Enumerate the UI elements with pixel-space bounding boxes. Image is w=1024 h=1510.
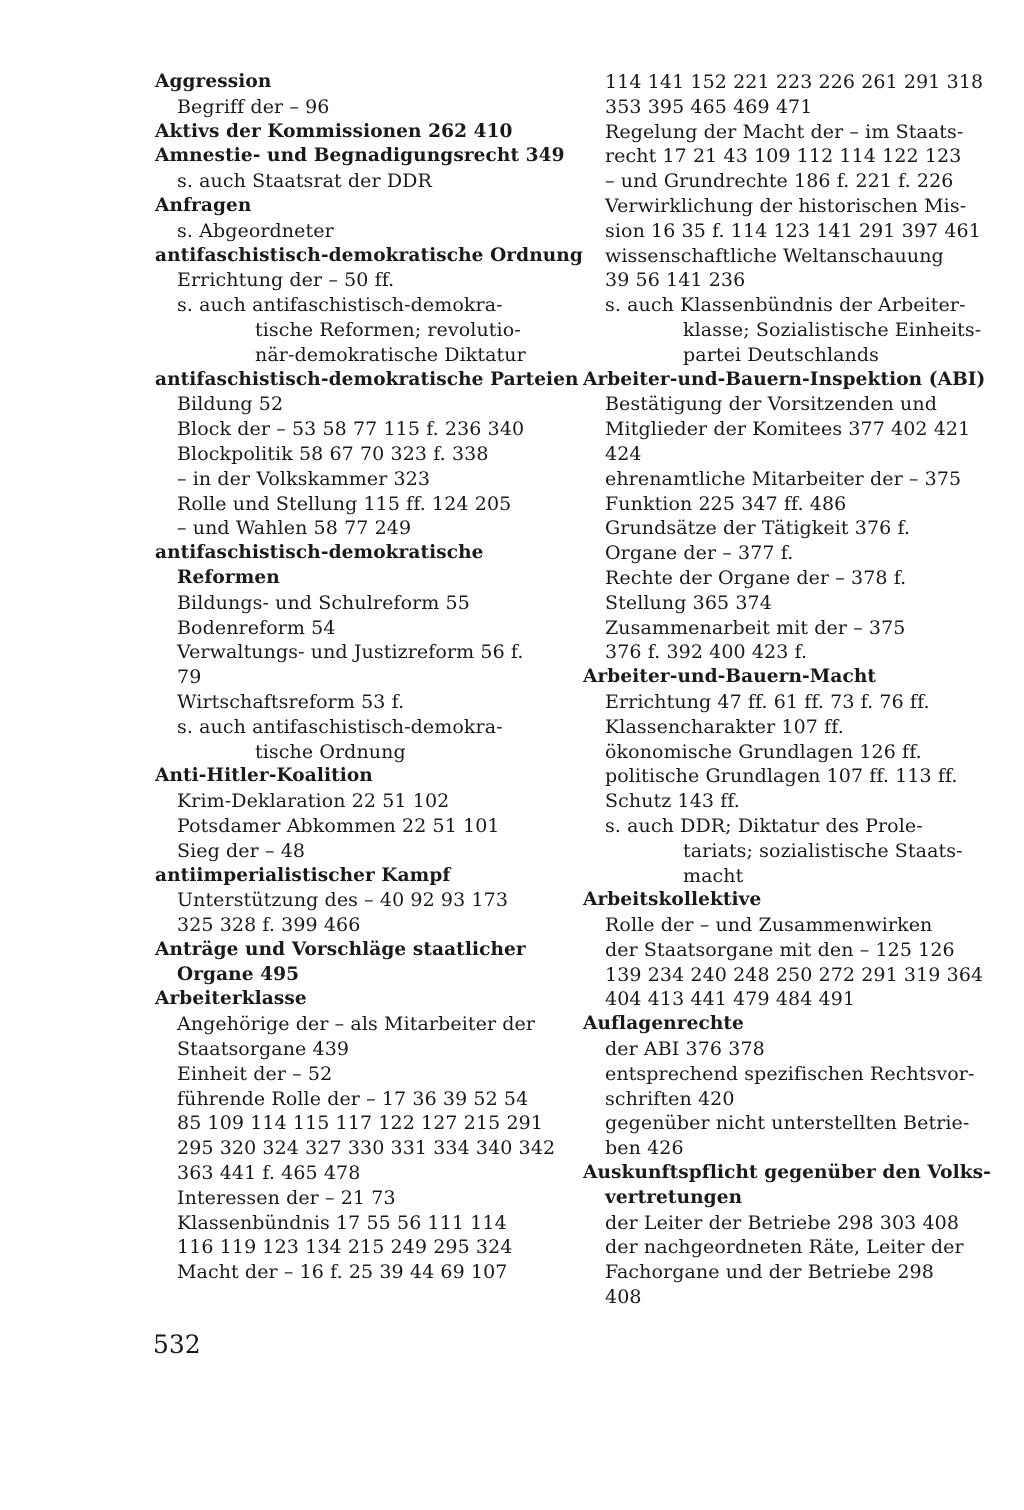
index-entry: recht 17 21 43 109 112 114 122 123 (605, 145, 962, 168)
index-entry: 116 119 123 134 215 249 295 324 (177, 1236, 513, 1259)
index-entry: Begriff der – 96 (177, 95, 330, 118)
index-entry: Funktion 225 347 ff. 486 (605, 492, 847, 515)
index-entry: 114 141 152 221 223 226 261 291 318 (605, 71, 984, 93)
index-column-left (155, 70, 583, 1285)
index-entry: – und Wahlen 58 77 249 (177, 517, 412, 540)
index-entry: 353 395 465 469 471 (605, 95, 813, 118)
index-entry: ben 426 (605, 1137, 684, 1160)
index-entry: der nachgeordneten Räte, Leiter der (605, 1236, 964, 1259)
index-entry: Bildung 52 (177, 393, 284, 416)
index-heading: Organe 495 (177, 963, 300, 985)
index-heading: Aggression (155, 71, 272, 92)
index-heading: Auflagenrechte (583, 1013, 744, 1035)
index-entry: Rolle und Stellung 115 ff. 124 205 (177, 492, 512, 515)
index-heading: antifaschistisch-demokratische Ordnung (155, 244, 583, 266)
index-entry: Angehörige der – als Mitarbeiter der (177, 1013, 536, 1036)
index-entry: Mitglieder der Komitees 377 402 421 (605, 418, 971, 441)
index-heading: Anfragen (155, 194, 252, 216)
index-entry: 295 320 324 327 330 331 334 340 342 (177, 1137, 556, 1160)
index-heading: antifaschistisch-demokratische Parteien (155, 368, 579, 390)
index-entry: s. auch antifaschistisch-demokra- (177, 715, 503, 738)
index-entry: 404 413 441 479 484 491 (605, 988, 856, 1011)
index-entry: Klassenbündnis 17 55 56 111 114 (177, 1211, 507, 1234)
index-heading: antiimperialistischer Kampf (155, 864, 451, 886)
index-entry: Verwaltungs- und Justizreform 56 f. (177, 641, 524, 664)
index-entry: 424 (605, 442, 642, 465)
index-entry: Unterstützung des – 40 92 93 173 (177, 889, 509, 912)
index-entry: Potsdamer Abkommen 22 51 101 (177, 814, 500, 837)
index-entry: Verwirklichung der historischen Mis- (605, 194, 967, 217)
index-entry: Fachorgane und der Betriebe 298 (605, 1261, 934, 1284)
index-entry: führende Rolle der – 17 36 39 52 54 (177, 1087, 529, 1110)
index-entry: s. auch DDR; Diktatur des Prole- (605, 814, 923, 837)
index-heading: Reformen (177, 566, 280, 588)
index-entry: 139 234 240 248 250 272 291 319 364 (605, 963, 984, 986)
index-entry: Regelung der Macht der – im Staats- (605, 120, 964, 143)
index-entry: 85 109 114 115 117 122 127 215 291 (177, 1112, 544, 1135)
index-entry: klasse; Sozialistische Einheits- (683, 318, 982, 341)
index-entry: tische Reformen; revolutio- (255, 318, 521, 341)
index-entry: sion 16 35 f. 114 123 141 291 397 461 (605, 219, 981, 242)
index-entry: Bestätigung der Vorsitzenden und (605, 393, 937, 416)
index-entry: der ABI 376 378 (605, 1038, 765, 1061)
index-heading: Arbeiterklasse (155, 988, 307, 1010)
index-entry: 39 56 141 236 (605, 269, 746, 292)
index-entry: Schutz 143 ff. (605, 790, 740, 813)
index-entry: Blockpolitik 58 67 70 323 f. 338 (177, 442, 489, 465)
index-entry: Stellung 365 374 (605, 591, 772, 614)
index-entry: gegenüber nicht unterstellten Betrie- (605, 1112, 970, 1135)
index-entry: macht (683, 864, 744, 887)
index-entry: partei Deutschlands (683, 343, 880, 366)
index-entry: s. auch Klassenbündnis der Arbeiter- (605, 294, 966, 317)
index-entry: Organe der – 377 f. (605, 542, 794, 565)
index-entry: – und Grundrechte 186 f. 221 f. 226 (605, 170, 954, 193)
index-entry: Sieg der – 48 (177, 839, 306, 862)
index-entry: Zusammenarbeit mit der – 375 (605, 616, 906, 639)
index-entry: 79 (177, 666, 202, 689)
page-number: 532 (153, 1330, 201, 1359)
index-entry: Interessen der – 21 73 (177, 1186, 396, 1209)
index-heading: vertretungen (605, 1186, 743, 1208)
index-entry: schriften 420 (605, 1087, 735, 1110)
index-entry: Staatsorgane 439 (177, 1038, 350, 1061)
index-entry: Errichtung 47 ff. 61 ff. 73 f. 76 ff. (605, 690, 930, 713)
index-entry: wissenschaftliche Weltanschauung (605, 244, 944, 267)
index-entry: Bildungs- und Schulreform 55 (177, 591, 470, 614)
index-heading: Arbeiter-und-Bauern-Macht (583, 666, 877, 688)
index-entry: tariats; sozialistische Staats- (683, 839, 963, 862)
index-entry: Wirtschaftsreform 53 f. (177, 690, 405, 713)
index-entry: Block der – 53 58 77 115 f. 236 340 (177, 418, 525, 441)
index-column-right (583, 70, 1003, 1310)
index-heading: Aktivs der Kommissionen 262 410 (155, 120, 513, 142)
index-entry: 408 (605, 1286, 642, 1309)
index-entry: ökonomische Grundlagen 126 ff. (605, 740, 922, 763)
index-entry: Rechte der Organe der – 378 f. (605, 566, 907, 589)
index-entry: – in der Volkskammer 323 (177, 467, 431, 490)
index-entry: entsprechend spezifischen Rechtsvor- (605, 1062, 975, 1085)
index-entry: Rolle der – und Zusammenwirken (605, 914, 933, 937)
index-entry: när-demokratische Diktatur (255, 343, 526, 366)
index-entry: 363 441 f. 465 478 (177, 1162, 361, 1185)
index-entry: s. auch Staatsrat der DDR (177, 170, 432, 193)
index-entry: s. Abgeordneter (177, 219, 334, 242)
index-entry: 376 f. 392 400 423 f. (605, 641, 808, 664)
index-entry: politische Grundlagen 107 ff. 113 ff. (605, 765, 958, 788)
index-entry: s. auch antifaschistisch-demokra- (177, 294, 503, 317)
index-heading: antifaschistisch-demokratische (155, 542, 484, 564)
index-entry: Bodenreform 54 (177, 616, 336, 639)
index-entry: Grundsätze der Tätigkeit 376 f. (605, 517, 911, 540)
index-heading: Amnestie- und Begnadigungsrecht 349 (155, 145, 565, 167)
index-heading: Anti-Hitler-Koalition (155, 765, 373, 787)
index-entry: ehrenamtliche Mitarbeiter der – 375 (605, 467, 962, 490)
index-heading: Auskunftspflicht gegenüber den Volks- (583, 1162, 991, 1184)
index-heading: Arbeiter-und-Bauern-Inspektion (ABI) (583, 368, 986, 390)
index-entry: Krim-Deklaration 22 51 102 (177, 790, 450, 813)
index-entry: Macht der – 16 f. 25 39 44 69 107 (177, 1261, 508, 1284)
index-entry: Einheit der – 52 (177, 1062, 333, 1085)
index-entry: der Leiter der Betriebe 298 303 408 (605, 1211, 960, 1234)
index-heading: Arbeitskollektive (583, 889, 762, 911)
index-entry: der Staatsorgane mit den – 125 126 (605, 938, 955, 961)
index-heading: Anträge und Vorschläge staatlicher (155, 938, 526, 960)
index-entry: 325 328 f. 399 466 (177, 914, 361, 937)
index-entry: Klassencharakter 107 ff. (605, 715, 844, 738)
index-entry: tische Ordnung (255, 740, 406, 763)
index-entry: Errichtung der – 50 ff. (177, 269, 395, 292)
